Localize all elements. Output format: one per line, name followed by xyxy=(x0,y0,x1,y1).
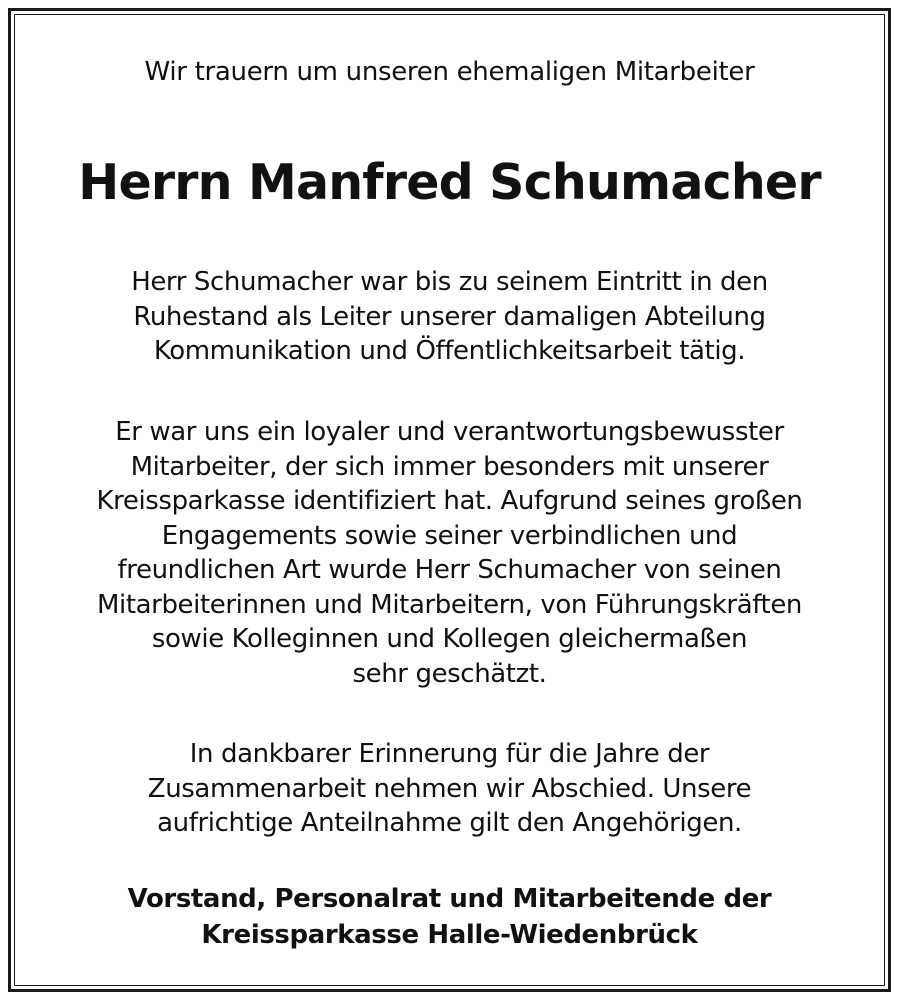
mourning-intro-line: Wir trauern um unseren ehemaligen Mitarbeiter xyxy=(144,57,755,87)
paragraph-line: Herr Schumacher war bis zu seinem Eintritt in den xyxy=(131,267,768,297)
paragraph-line: Engagements sowie seiner verbindlichen und xyxy=(161,520,738,551)
paragraph-line: aufrichtige Anteilnahme gilt den Angehörigen. xyxy=(157,808,742,838)
obituary-signature xyxy=(31,881,868,953)
paragraph-line: sehr geschätzt. xyxy=(352,658,547,689)
tribute-paragraph-farewell xyxy=(31,737,868,841)
paragraph-line: Kommunikation und Öffentlichkeitsarbeit tätig. xyxy=(153,336,746,366)
paragraph-line: Mitarbeiter, der sich immer besonders mit unserer xyxy=(130,451,769,482)
paragraph-line: Zusammenarbeit nehmen wir Abschied. Unsere xyxy=(147,773,752,804)
deceased-name-heading: Herrn Manfred Schumacher xyxy=(78,154,821,211)
tribute-paragraph-career xyxy=(31,265,868,369)
paragraph-line: sowie Kolleginnen und Kollegen gleichermaßen xyxy=(151,624,748,654)
paragraph-line: In dankbarer Erinnerung für die Jahre der xyxy=(189,739,710,769)
obituary-outer-border xyxy=(8,8,891,992)
paragraph-line: Er war uns ein loyaler und verantwortungsbewusster xyxy=(115,417,784,447)
tribute-paragraph-character xyxy=(31,415,868,691)
signature-line: Kreissparkasse Halle-Wiedenbrück xyxy=(201,920,698,950)
paragraph-line: Mitarbeiterinnen und Mitarbeitern, von Führungskräften xyxy=(96,589,803,620)
paragraph-line: freundlichen Art wurde Herr Schumacher von seinen xyxy=(117,555,782,585)
obituary-content xyxy=(31,11,868,989)
paragraph-line: Kreissparkasse identifiziert hat. Aufgrund seines großen xyxy=(96,486,803,516)
signature-line: Vorstand, Personalrat und Mitarbeitende der xyxy=(127,884,772,914)
paragraph-line: Ruhestand als Leiter unserer damaligen Abteilung xyxy=(133,301,766,332)
